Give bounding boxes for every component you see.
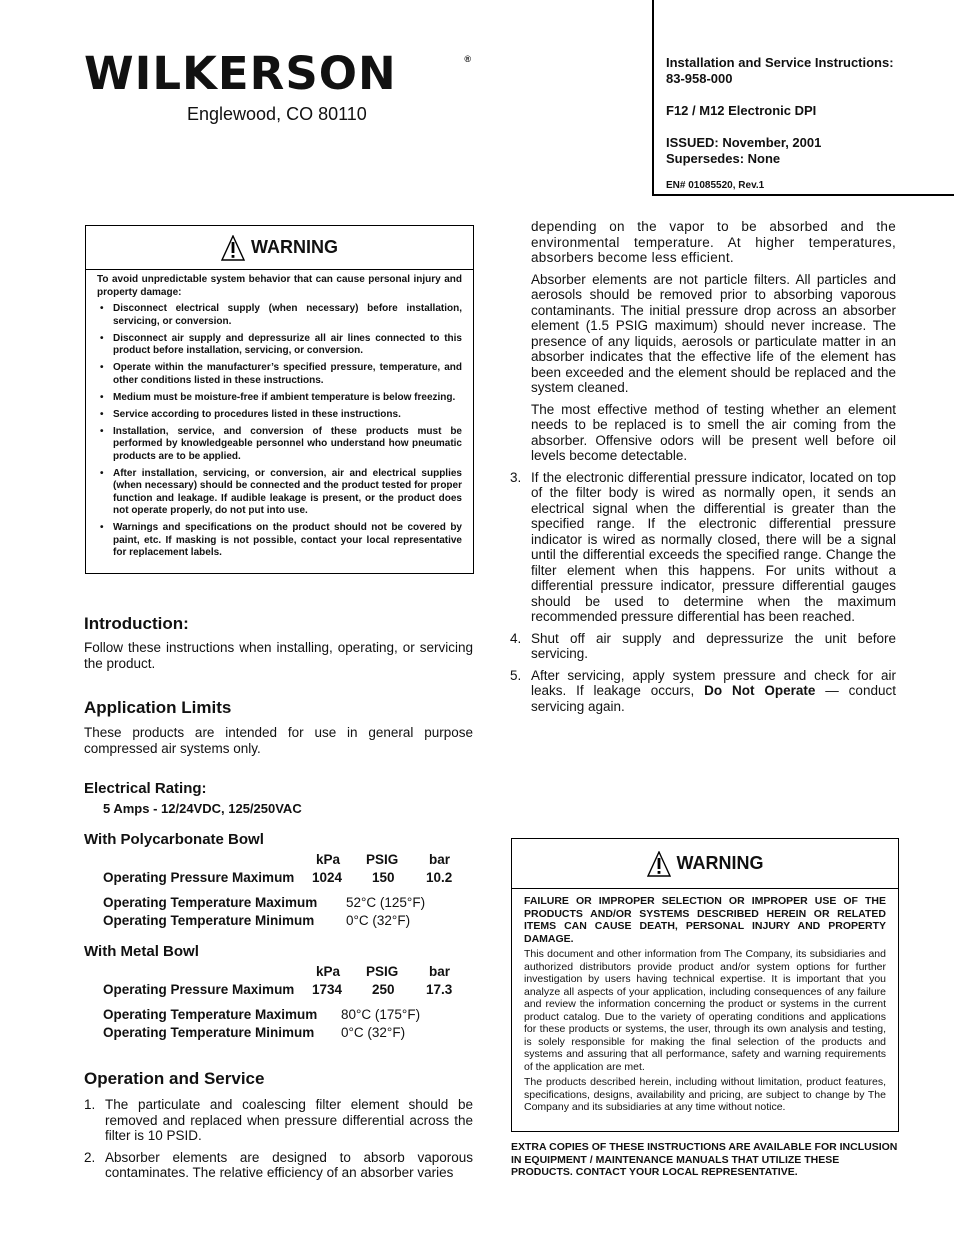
wilkerson-logo	[84, 47, 471, 100]
operation-step-1: 1. The particulate and coalescing filter element should be removed and replaced when pressure differential across the filter is 10 PSID.	[84, 1097, 473, 1143]
metal-temp-max: 80°C (175°F)	[341, 1007, 421, 1022]
metal-temp-min-label: Operating Temperature Minimum	[103, 1025, 315, 1040]
warning-paragraph-2: The products described herein, including without limitation, product features, specifications, designs, availability and pricing, are subject to change by The Company and its subsidiaries at any time without notice.	[524, 1076, 886, 1113]
warning-title: WARNING	[251, 237, 338, 257]
warning-body	[512, 889, 898, 1114]
poly-pressure-bar: 10.2	[426, 870, 453, 885]
operation-steps-right	[510, 219, 896, 720]
electrical-rating-value: 5 Amps - 12/24VDC, 125/250VAC	[103, 801, 302, 816]
application-limits-text: These products are intended for use in general purpose compressed air systems only.	[84, 725, 473, 756]
doc-number: 83-958-000	[666, 71, 733, 86]
warning-triangle-icon	[647, 851, 671, 877]
operation-service-heading: Operation and Service	[84, 1069, 265, 1088]
metal-pressure-psig: 250	[372, 982, 395, 997]
warning-header	[512, 839, 898, 889]
poly-temp-max-label: Operating Temperature Maximum	[103, 895, 318, 910]
step2-paragraph-2: Absorber elements are not particle filters. All particles and aerosols should be removed prior to absorbing vaporous contaminants. The initial pressure drop across an absorber element (1.5 PSIG maximum) should never increase. The presence of any liquids, aerosols or particulate matter in an absorber indicates that the effective life of the element has been exceeded and the element should be replaced and the system cleaned.	[531, 271, 896, 395]
issued-date: ISSUED: November, 2001	[666, 135, 822, 150]
operation-steps-list	[510, 470, 896, 715]
metal-pressure-label: Operating Pressure Maximum	[103, 982, 295, 997]
poly-temp-min-label: Operating Temperature Minimum	[103, 913, 315, 928]
poly-col-bar: bar	[429, 852, 451, 867]
product-name: F12 / M12 Electronic DPI	[666, 103, 817, 118]
warning-item: • Service according to procedures listed in these instructions.	[97, 409, 462, 422]
warning-item: • Operate within the manufacturer’s specified pressure, temperature, and other conditions listed in these instructions.	[97, 362, 462, 387]
metal-col-psig: PSIG	[366, 964, 399, 979]
warning-box-liability	[511, 838, 899, 1132]
brand-name: WILKERSON	[84, 47, 397, 100]
operation-step-3: 3. If the electronic differential pressure indicator, located on top of the filter body is wired as normally open, it sends an electrical signal when the differential is greater than the specified range. If the electronic differential pressure indicator is wired as normally closed, there will be a signal until the differential exceeds the specified range. Change the filter element when this happens. For units without a differential pressure indicator, pressure differential gauges should be used to determine when the maximum recommended pressure differential has been reached.	[510, 469, 896, 624]
warning-body	[86, 270, 473, 560]
warning-item: • Disconnect electrical supply (when necessary) before installation, servicing, or conversion.	[97, 303, 462, 328]
warning-box-safety	[85, 225, 474, 574]
metal-temp-max-label: Operating Temperature Maximum	[103, 1007, 318, 1022]
operation-steps-left	[84, 1097, 473, 1187]
poly-temp-min: 0°C (32°F)	[346, 913, 411, 928]
company-city: Englewood, CO 80110	[187, 104, 367, 124]
metal-col-kpa: kPa	[316, 964, 341, 979]
poly-pressure-psig: 150	[372, 870, 395, 885]
warning-paragraph-1: This document and other information from The Company, its subsidiaries and authorized distributors provide product and/or system options for further investigation by users having technical expertise. It is important that you analyze all aspects of your application, including consequences of any failure and review the information concerning the product or systems in the current product catalog. Due to the variety of operating conditions and applications for these products or systems, the user, through its own analysis and testing, is solely responsible for making the final selection of the products and systems and assuring that all performance, safety and warning requirements of the application are met.	[524, 948, 886, 1073]
doc-title: Installation and Service Instructions:	[666, 55, 894, 70]
do-not-operate: Do Not Operate	[704, 683, 816, 698]
registered-mark: ®	[464, 54, 471, 64]
operation-step-2: 2. Absorber elements are designed to absorb vaporous contaminates. The relative efficiency of an absorber varies	[84, 1149, 473, 1180]
introduction-text: Follow these instructions when installing, operating, or servicing the product.	[84, 640, 473, 671]
metal-bowl-heading: With Metal Bowl	[84, 943, 199, 960]
warning-item: • After installation, servicing, or conversion, air and electrical supplies (when necessary) should be connected and the product tested for proper function and leakage. If audible leakage is present, or the product does not operate properly, do not put into use.	[97, 468, 462, 518]
metal-col-bar: bar	[429, 964, 451, 979]
poly-col-psig: PSIG	[366, 852, 399, 867]
warning-triangle-icon	[221, 235, 245, 261]
extra-copies-notice: EXTRA COPIES OF THESE INSTRUCTIONS ARE AVAILABLE FOR INCLUSION IN EQUIPMENT / MAINTENANCE MANUALS THAT UTILIZE THESE PRODUCTS. CONTACT YOUR LOCAL REPRESENTATIVE.	[511, 1141, 898, 1178]
introduction-heading: Introduction:	[84, 614, 189, 633]
warning-item: • Medium must be moisture-free if ambient temperature is below freezing.	[97, 392, 462, 405]
en-number: EN# 01085520, Rev.1	[666, 180, 765, 191]
supersedes: Supersedes: None	[666, 151, 781, 166]
electrical-rating-heading: Electrical Rating:	[84, 780, 207, 797]
poly-temp-max: 52°C (125°F)	[346, 895, 426, 910]
step2-continuation: depending on the vapor to be absorbed and the environmental temperature. At higher temperatures, absorbers become less efficient.	[531, 219, 896, 265]
warning-title: WARNING	[676, 853, 764, 873]
warning-intro: To avoid unpredictable system behavior that can cause personal injury and property damage:	[97, 274, 462, 298]
warning-list	[97, 303, 462, 560]
poly-col-kpa: kPa	[316, 852, 341, 867]
operation-step-5: 5. After servicing, apply system pressure and check for air leaks. If leakage occurs, Do Not Operate — conduct servicing again.	[510, 667, 896, 714]
operation-step-4: 4. Shut off air supply and depressurize the unit before servicing.	[510, 630, 896, 661]
poly-pressure-label: Operating Pressure Maximum	[103, 870, 295, 885]
warning-item: • Disconnect air supply and depressurize all air lines connected to this product before installation, servicing, or conversion.	[97, 333, 462, 358]
step2-paragraph-3: The most effective method of testing whether an element needs to be replaced is to smell the air coming from the absorber. Offensive odors will be present well before oil levels become detectable.	[531, 401, 896, 463]
poly-pressure-kpa: 1024	[312, 870, 343, 885]
metal-temp-min: 0°C (32°F)	[341, 1025, 406, 1040]
warning-item: • Installation, service, and conversion of these products must be performed by knowledgeable personnel who understand how pneumatic products are to be applied.	[97, 426, 462, 464]
warning-caps-statement: FAILURE OR IMPROPER SELECTION OR IMPROPER USE OF THE PRODUCTS AND/OR SYSTEMS DESCRIBED HEREIN OR RELATED ITEMS CAN CAUSE DEATH, PERSONAL INJURY AND PROPERTY DAMAGE.	[524, 895, 886, 945]
warning-item: • Warnings and specifications on the product should not be covered by paint, etc. If masking is not possible, contact your local representative for replacement labels.	[97, 522, 462, 560]
metal-pressure-bar: 17.3	[426, 982, 453, 997]
application-limits-heading: Application Limits	[84, 698, 232, 717]
metal-pressure-kpa: 1734	[312, 982, 343, 997]
warning-header	[86, 226, 473, 270]
poly-bowl-heading: With Polycarbonate Bowl	[84, 831, 264, 848]
